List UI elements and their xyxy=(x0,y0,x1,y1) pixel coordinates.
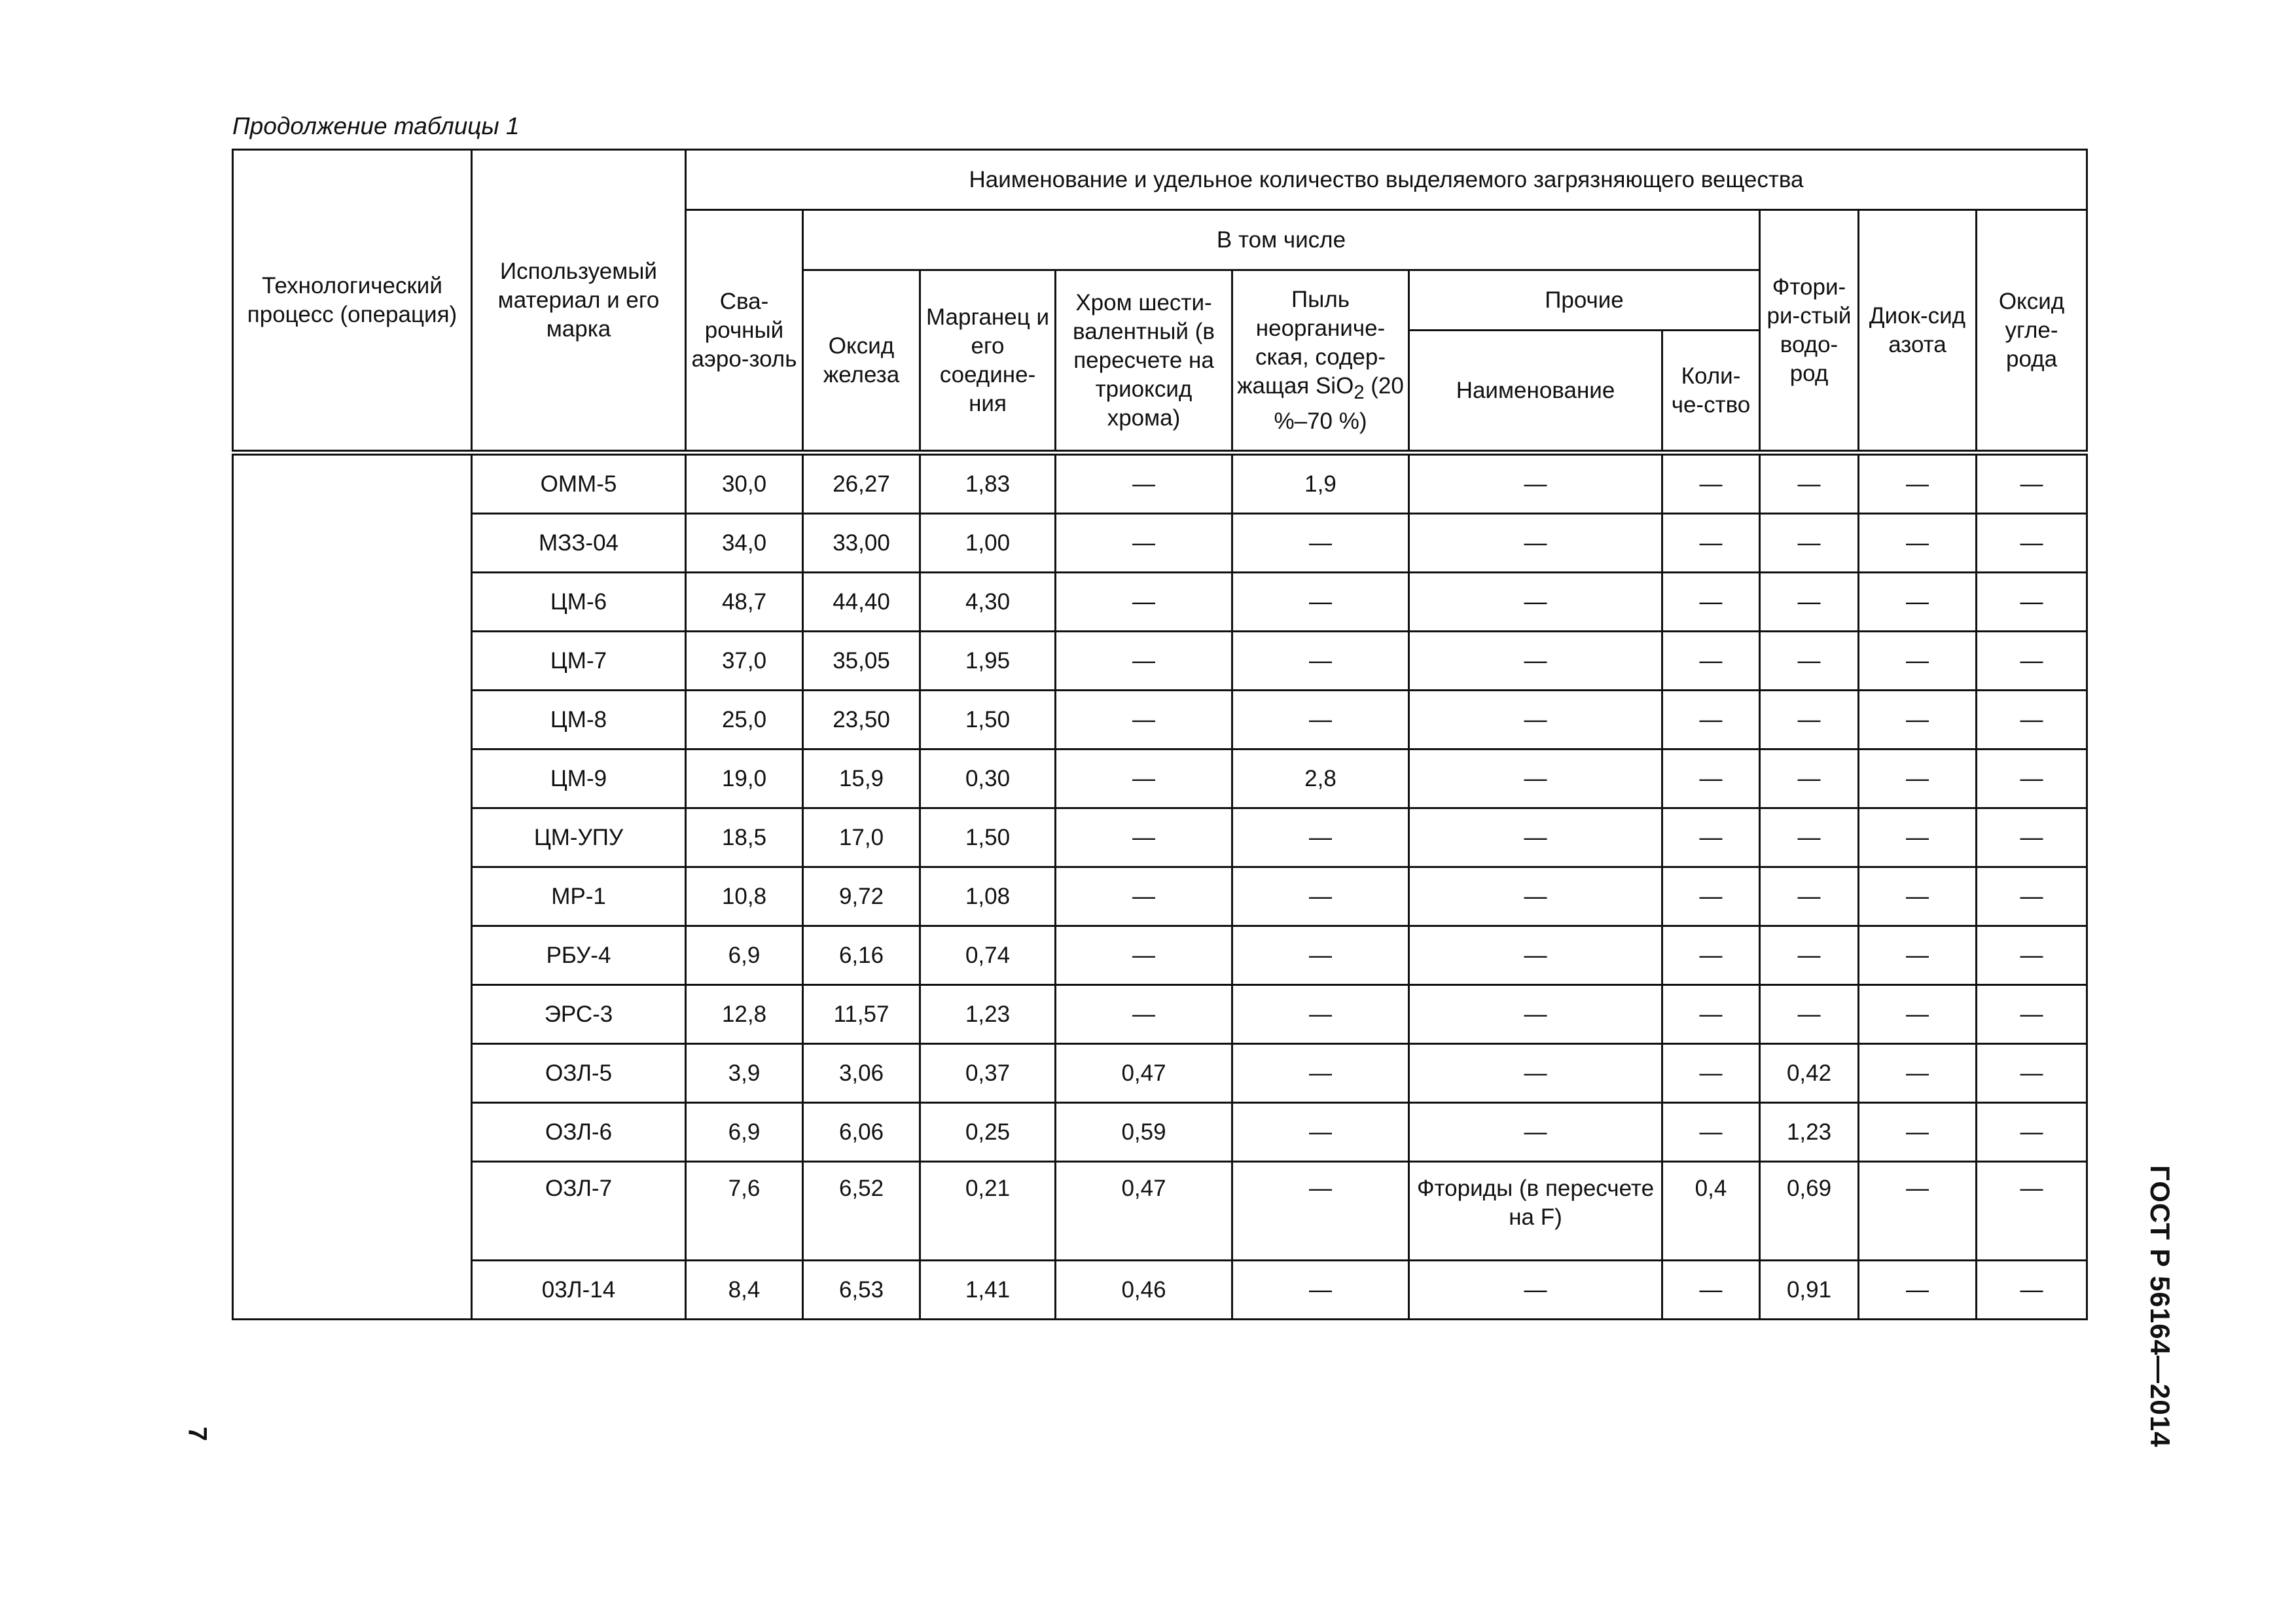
cell-cr: — xyxy=(1056,808,1232,867)
cell-dust: — xyxy=(1232,926,1409,985)
cell-no2: — xyxy=(1859,985,1977,1044)
header-other-qty: Коли-че-ство xyxy=(1662,331,1760,453)
table-caption: Продолжение таблицы 1 xyxy=(232,113,520,139)
cell-co: — xyxy=(1977,691,2087,749)
cell-no2: — xyxy=(1859,926,1977,985)
cell-dust: — xyxy=(1232,632,1409,691)
cell-cr: — xyxy=(1056,985,1232,1044)
cell-iron: 35,05 xyxy=(803,632,920,691)
cell-mn: 0,37 xyxy=(920,1044,1056,1103)
header-dust-range: (20 %–70 %) xyxy=(1274,372,1404,434)
cell-co: — xyxy=(1977,514,2087,573)
cell-aerosol: 10,8 xyxy=(686,867,803,926)
cell-aerosol: 34,0 xyxy=(686,514,803,573)
cell-other-name: — xyxy=(1409,926,1662,985)
emissions-table xyxy=(232,149,2088,1320)
header-co: Оксид угле-рода xyxy=(1977,210,2087,453)
table-row xyxy=(233,749,2087,808)
cell-hf: — xyxy=(1760,808,1859,867)
cell-cr: 0,47 xyxy=(1056,1044,1232,1103)
cell-other-name: — xyxy=(1409,867,1662,926)
cell-no2: — xyxy=(1859,453,1977,514)
cell-other-name: — xyxy=(1409,1103,1662,1162)
cell-co: — xyxy=(1977,573,2087,632)
cell-other-name: — xyxy=(1409,632,1662,691)
cell-aerosol: 6,9 xyxy=(686,1103,803,1162)
header-other: Прочие xyxy=(1409,270,1760,331)
cell-no2: — xyxy=(1859,1162,1977,1261)
cell-aerosol: 37,0 xyxy=(686,632,803,691)
cell-hf: — xyxy=(1760,926,1859,985)
cell-other-name: — xyxy=(1409,749,1662,808)
table-row xyxy=(233,573,2087,632)
table-row xyxy=(233,691,2087,749)
cell-other-qty: — xyxy=(1662,867,1760,926)
header-other-name: Наименование xyxy=(1409,331,1662,453)
cell-cr: — xyxy=(1056,632,1232,691)
header-material: Используемый материал и его марка xyxy=(472,150,686,453)
cell-material: ЦМ-6 xyxy=(472,573,686,632)
header-dust xyxy=(1232,270,1409,453)
cell-other-qty: — xyxy=(1662,808,1760,867)
table-row xyxy=(233,808,2087,867)
cell-co: — xyxy=(1977,926,2087,985)
cell-co: — xyxy=(1977,985,2087,1044)
process-cell xyxy=(233,453,472,1320)
cell-aerosol: 6,9 xyxy=(686,926,803,985)
cell-cr: 0,59 xyxy=(1056,1103,1232,1162)
cell-iron: 33,00 xyxy=(803,514,920,573)
table-row xyxy=(233,985,2087,1044)
cell-dust: 2,8 xyxy=(1232,749,1409,808)
header-iron-oxide: Оксид железа xyxy=(803,270,920,453)
cell-dust: — xyxy=(1232,1044,1409,1103)
cell-material: ЦМ-8 xyxy=(472,691,686,749)
cell-no2: — xyxy=(1859,632,1977,691)
cell-cr: — xyxy=(1056,691,1232,749)
cell-mn: 0,74 xyxy=(920,926,1056,985)
cell-iron: 3,06 xyxy=(803,1044,920,1103)
cell-material: ЦМ-9 xyxy=(472,749,686,808)
cell-iron: 6,52 xyxy=(803,1162,920,1261)
cell-material: РБУ-4 xyxy=(472,926,686,985)
cell-mn: 1,50 xyxy=(920,808,1056,867)
cell-mn: 1,00 xyxy=(920,514,1056,573)
cell-mn: 0,21 xyxy=(920,1162,1056,1261)
header-chromium: Хром шести-валентный (в пересчете на триоксид хрома) xyxy=(1056,270,1232,453)
cell-dust: — xyxy=(1232,573,1409,632)
cell-hf: 1,23 xyxy=(1760,1103,1859,1162)
cell-hf: — xyxy=(1760,985,1859,1044)
table-row xyxy=(233,1162,2087,1261)
cell-dust: — xyxy=(1232,1162,1409,1261)
cell-other-qty: — xyxy=(1662,514,1760,573)
cell-dust: — xyxy=(1232,514,1409,573)
cell-aerosol: 3,9 xyxy=(686,1044,803,1103)
cell-aerosol: 19,0 xyxy=(686,749,803,808)
cell-iron: 6,06 xyxy=(803,1103,920,1162)
cell-iron: 9,72 xyxy=(803,867,920,926)
table-row xyxy=(233,1261,2087,1320)
cell-hf: — xyxy=(1760,867,1859,926)
cell-other-qty: — xyxy=(1662,573,1760,632)
cell-hf: — xyxy=(1760,632,1859,691)
cell-dust: — xyxy=(1232,1261,1409,1320)
table-row xyxy=(233,1044,2087,1103)
cell-mn: 1,41 xyxy=(920,1261,1056,1320)
cell-aerosol: 48,7 xyxy=(686,573,803,632)
cell-mn: 0,25 xyxy=(920,1103,1056,1162)
cell-other-name: — xyxy=(1409,573,1662,632)
table-row xyxy=(233,632,2087,691)
cell-co: — xyxy=(1977,453,2087,514)
page-number: 7 xyxy=(183,1426,212,1441)
cell-dust: — xyxy=(1232,691,1409,749)
cell-iron: 23,50 xyxy=(803,691,920,749)
cell-other-qty: — xyxy=(1662,926,1760,985)
cell-other-name: — xyxy=(1409,985,1662,1044)
cell-iron: 26,27 xyxy=(803,453,920,514)
cell-other-name: — xyxy=(1409,1261,1662,1320)
cell-aerosol: 7,6 xyxy=(686,1162,803,1261)
cell-aerosol: 30,0 xyxy=(686,453,803,514)
table-header xyxy=(233,150,2087,453)
table-row xyxy=(233,867,2087,926)
cell-iron: 15,9 xyxy=(803,749,920,808)
cell-iron: 6,16 xyxy=(803,926,920,985)
cell-aerosol: 8,4 xyxy=(686,1261,803,1320)
cell-hf: 0,91 xyxy=(1760,1261,1859,1320)
header-manganese: Марганец и его соедине-ния xyxy=(920,270,1056,453)
cell-other-qty: — xyxy=(1662,749,1760,808)
cell-dust: — xyxy=(1232,808,1409,867)
cell-iron: 17,0 xyxy=(803,808,920,867)
cell-hf: — xyxy=(1760,749,1859,808)
cell-cr: — xyxy=(1056,926,1232,985)
header-aerosol: Сва-рочный аэро-золь xyxy=(686,210,803,453)
cell-mn: 1,95 xyxy=(920,632,1056,691)
cell-cr: — xyxy=(1056,749,1232,808)
cell-iron: 44,40 xyxy=(803,573,920,632)
cell-material: МР-1 xyxy=(472,867,686,926)
cell-co: — xyxy=(1977,1261,2087,1320)
cell-no2: — xyxy=(1859,1261,1977,1320)
cell-other-name: — xyxy=(1409,453,1662,514)
cell-cr: — xyxy=(1056,453,1232,514)
table-row xyxy=(233,1103,2087,1162)
cell-material: ЭРС-3 xyxy=(472,985,686,1044)
cell-co: — xyxy=(1977,1162,2087,1261)
cell-co: — xyxy=(1977,808,2087,867)
cell-dust: — xyxy=(1232,1103,1409,1162)
cell-no2: — xyxy=(1859,514,1977,573)
cell-material: МЗЗ-04 xyxy=(472,514,686,573)
header-hf: Фтори-ри-стый водо-род xyxy=(1760,210,1859,453)
cell-no2: — xyxy=(1859,808,1977,867)
cell-other-qty: — xyxy=(1662,1261,1760,1320)
cell-dust: 1,9 xyxy=(1232,453,1409,514)
cell-other-name: — xyxy=(1409,514,1662,573)
cell-aerosol: 12,8 xyxy=(686,985,803,1044)
cell-dust: — xyxy=(1232,985,1409,1044)
cell-hf: 0,69 xyxy=(1760,1162,1859,1261)
cell-no2: — xyxy=(1859,1103,1977,1162)
header-process: Технологический процесс (операция) xyxy=(233,150,472,453)
cell-co: — xyxy=(1977,749,2087,808)
cell-hf: — xyxy=(1760,573,1859,632)
cell-mn: 1,83 xyxy=(920,453,1056,514)
cell-co: — xyxy=(1977,1044,2087,1103)
cell-material: ЦМ-УПУ xyxy=(472,808,686,867)
cell-cr: — xyxy=(1056,573,1232,632)
table-row xyxy=(233,453,2087,514)
cell-hf: — xyxy=(1760,453,1859,514)
cell-material: ЦМ-7 xyxy=(472,632,686,691)
cell-no2: — xyxy=(1859,749,1977,808)
cell-other-qty: — xyxy=(1662,691,1760,749)
cell-other-qty: — xyxy=(1662,1103,1760,1162)
cell-cr: 0,47 xyxy=(1056,1162,1232,1261)
cell-co: — xyxy=(1977,1103,2087,1162)
cell-material: ОЗЛ-7 xyxy=(472,1162,686,1261)
cell-mn: 1,23 xyxy=(920,985,1056,1044)
cell-other-qty: — xyxy=(1662,632,1760,691)
header-dust-prefix: Пыль неорганиче-ская, содер-жащая SiO xyxy=(1237,286,1386,399)
cell-co: — xyxy=(1977,632,2087,691)
cell-cr: — xyxy=(1056,514,1232,573)
cell-other-qty: — xyxy=(1662,985,1760,1044)
cell-material: 03Л-14 xyxy=(472,1261,686,1320)
cell-no2: — xyxy=(1859,573,1977,632)
cell-other-name: — xyxy=(1409,1044,1662,1103)
header-substance-group: Наименование и удельное количество выделяемого загрязняющего вещества xyxy=(686,150,2087,210)
cell-mn: 1,08 xyxy=(920,867,1056,926)
header-dust-subscript: 2 xyxy=(1354,382,1365,403)
cell-other-qty: — xyxy=(1662,453,1760,514)
table-row xyxy=(233,514,2087,573)
cell-other-name: — xyxy=(1409,808,1662,867)
cell-material: ОЗЛ-6 xyxy=(472,1103,686,1162)
header-no2: Диок-сид азота xyxy=(1859,210,1977,453)
cell-dust: — xyxy=(1232,867,1409,926)
cell-material: ОММ-5 xyxy=(472,453,686,514)
cell-cr: — xyxy=(1056,867,1232,926)
header-including: В том числе xyxy=(803,210,1760,270)
table-row xyxy=(233,926,2087,985)
cell-hf: — xyxy=(1760,514,1859,573)
cell-other-name: — xyxy=(1409,691,1662,749)
cell-aerosol: 18,5 xyxy=(686,808,803,867)
cell-other-name: Фториды (в пересчете на F) xyxy=(1409,1162,1662,1261)
cell-iron: 6,53 xyxy=(803,1261,920,1320)
cell-aerosol: 25,0 xyxy=(686,691,803,749)
cell-cr: 0,46 xyxy=(1056,1261,1232,1320)
cell-mn: 0,30 xyxy=(920,749,1056,808)
cell-material: ОЗЛ-5 xyxy=(472,1044,686,1103)
cell-other-qty: — xyxy=(1662,1044,1760,1103)
cell-mn: 4,30 xyxy=(920,573,1056,632)
cell-other-qty: 0,4 xyxy=(1662,1162,1760,1261)
cell-co: — xyxy=(1977,867,2087,926)
cell-hf: — xyxy=(1760,691,1859,749)
standard-designation: ГОСТ Р 56164—2014 xyxy=(2145,1165,2176,1448)
cell-no2: — xyxy=(1859,867,1977,926)
cell-hf: 0,42 xyxy=(1760,1044,1859,1103)
cell-mn: 1,50 xyxy=(920,691,1056,749)
table-body xyxy=(233,453,2087,1320)
cell-no2: — xyxy=(1859,691,1977,749)
cell-no2: — xyxy=(1859,1044,1977,1103)
cell-iron: 11,57 xyxy=(803,985,920,1044)
